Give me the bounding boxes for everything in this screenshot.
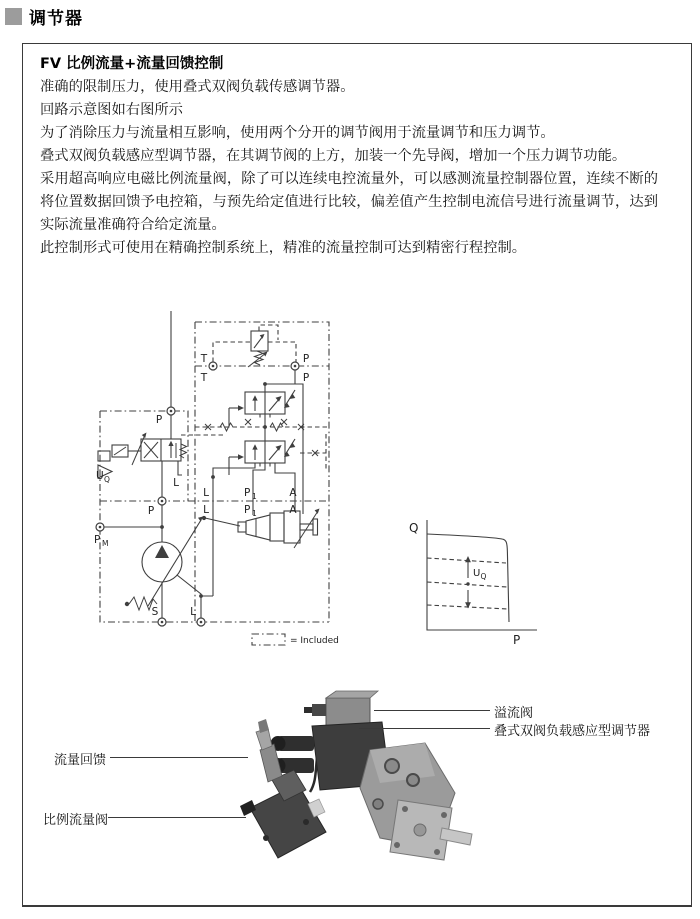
callout-line — [108, 817, 246, 818]
port-sub-1: 1 — [252, 492, 257, 501]
port-label-P: P — [302, 372, 310, 384]
stroking-piston-symbol — [205, 509, 320, 549]
port-sub-M: M — [102, 539, 109, 548]
x-axis-label: P — [513, 633, 521, 646]
port-label-A: A — [289, 487, 297, 499]
port-label-L: L — [203, 504, 209, 516]
port-label-P: P — [302, 353, 310, 365]
port-label-S: S — [151, 606, 159, 618]
callout-stacked-regulator: 叠式双阀负载感应型调节器 — [494, 724, 651, 739]
callout-relief-valve: 溢流阀 — [494, 706, 534, 721]
variable-pump-symbol — [125, 517, 213, 627]
port-label-P: P — [244, 504, 251, 516]
callout-proportional-valve: 比例流量阀 — [42, 813, 108, 828]
paragraph: 准确的限制压力，使用叠式双阀负载传感调节器。 — [40, 79, 355, 95]
proportional-flow-valve-symbol — [96, 415, 187, 542]
legend-included — [252, 634, 339, 646]
signal-sub-Q: Q — [104, 475, 110, 484]
signal-label-U: U — [96, 470, 104, 482]
callout-line — [374, 710, 490, 711]
port-label-P: P — [94, 534, 101, 546]
callout-line — [110, 757, 248, 758]
paragraph: 叠式双阀负载感应型调节器，在其调节阀的上方，加装一个先导阀，增加一个压力调节功能。 — [40, 148, 627, 164]
callout-line — [359, 728, 490, 729]
port-label-P: P — [155, 414, 163, 426]
port-label-P: P — [147, 505, 155, 517]
port-label-L: L — [190, 606, 196, 618]
y-axis-label: Q — [409, 521, 419, 535]
uq-variation-arrow — [465, 556, 486, 609]
section-heading: FV 比例流量+流量回馈控制 — [40, 56, 224, 72]
legend-text: = Included — [290, 636, 339, 646]
port-label-L: L — [173, 477, 179, 489]
paragraph: 为了消除压力与流量相互影响，使用两个分开的调节阀用于流量调节和压力调节。 — [40, 125, 555, 141]
description-text-block — [40, 53, 658, 260]
paragraph: 回路示意图如右图所示 — [40, 102, 183, 118]
hydraulic-circuit-diagram — [88, 305, 398, 657]
port-label-T: T — [200, 353, 208, 365]
pilot-relief-valve-symbol — [213, 325, 296, 367]
qp-characteristic-chart — [397, 512, 547, 646]
annotation-sub-Q: Q — [480, 572, 487, 581]
header-square-icon — [5, 8, 22, 25]
product-photo — [220, 688, 482, 874]
port-label-T: T — [200, 372, 208, 384]
port-label-P: P — [244, 487, 251, 499]
port-sub-1: 1 — [252, 509, 257, 518]
paragraph: 此控制形式可使用在精确控制系统上，精准的流量控制可达到精密行程控制。 — [40, 240, 527, 256]
tank-pressure-ports — [200, 353, 309, 384]
callout-flow-feedback: 流量回馈 — [53, 753, 106, 768]
pump-assembly-illustration — [240, 691, 472, 860]
port-label-A: A — [289, 504, 297, 516]
page-title: 调节器 — [29, 9, 83, 29]
annotation-U: U — [473, 568, 481, 579]
paragraph: 采用超高响应电磁比例流量阀，除了可以连续电控流量外，可以感测流量控制器位置，连续不断的将位置数据回馈予电控箱，与预先给定值进行比较，偏差值产生控制电流信号进行流量调节，达到实际流量准确符合给定流量。 — [40, 171, 658, 233]
port-label-L: L — [203, 487, 209, 499]
